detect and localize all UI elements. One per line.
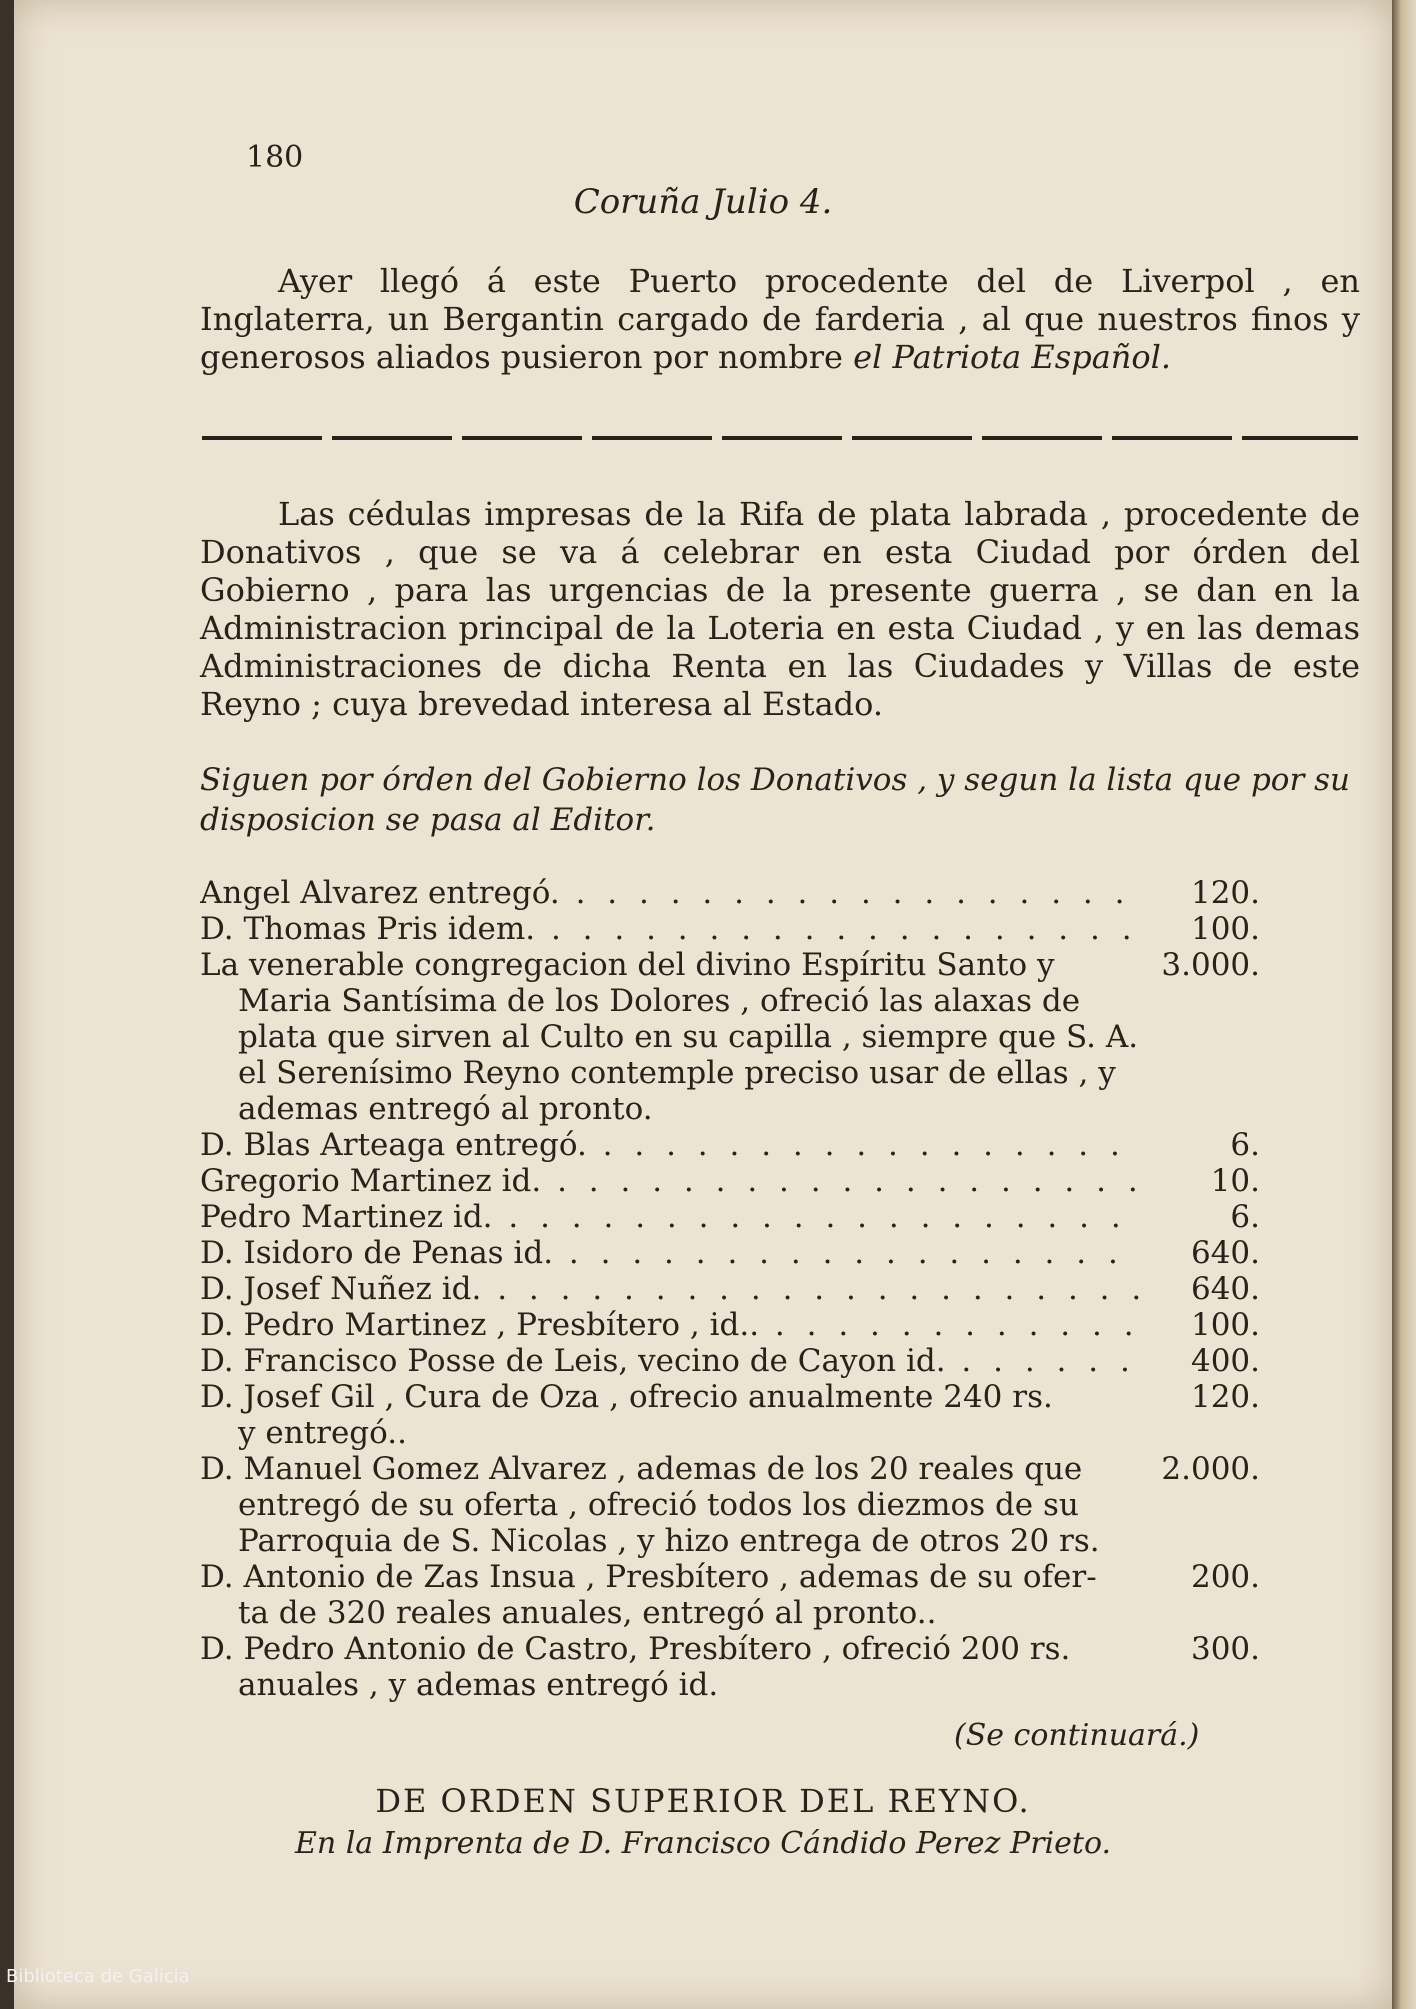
donation-text xyxy=(200,947,1140,1127)
donation-text xyxy=(200,1307,1140,1343)
imprint-printer: En la Imprenta de D. Francisco Cándido Perez Prieto. xyxy=(294,1826,1112,1861)
donation-row xyxy=(200,1379,1260,1451)
donor-line: Angel Alvarez entregó. . . . xyxy=(200,875,1140,911)
donation-amount: 6. xyxy=(1230,1199,1260,1235)
donation-text xyxy=(200,911,1140,947)
donation-text xyxy=(200,1379,1140,1451)
donation-row xyxy=(200,1559,1260,1631)
document-page xyxy=(14,0,1392,2009)
donation-amount: 120. xyxy=(1190,1379,1260,1415)
donation-row xyxy=(200,1631,1260,1703)
donor-continuation: entregó de su oferta , ofreció todos los diezmos de su Parroquia de S. Nicolas , y hizo entrega de otros 20 rs. xyxy=(238,1487,1100,1559)
donation-text xyxy=(200,1127,1140,1163)
donor-line: Gregorio Martinez id. . . . xyxy=(200,1163,1140,1199)
donation-row xyxy=(200,1199,1260,1235)
dateline: Coruña Julio 4. xyxy=(573,182,833,222)
donation-amount: 200. xyxy=(1190,1559,1260,1595)
donation-text xyxy=(200,1559,1140,1631)
donation-amount: 640. xyxy=(1190,1271,1260,1307)
donor-line: D. Manuel Gomez Alvarez , ademas de los 20 reales que xyxy=(200,1451,1083,1487)
donation-amount: 400. xyxy=(1190,1343,1260,1379)
donor-continuation: Maria Santísima de los Dolores , ofreció las alaxas de plata que sirven al Culto en su capilla , siempre que S. A. el Serenísimo Reyno contemple preciso usar de ellas , y ademas entregó al pronto. xyxy=(238,983,1139,1127)
donation-text xyxy=(200,1631,1140,1703)
donation-row xyxy=(200,1235,1260,1271)
imprint-order: DE ORDEN SUPERIOR DEL REYNO. xyxy=(375,1782,1031,1820)
donation-amount: 120. xyxy=(1190,875,1260,911)
donation-row xyxy=(200,1343,1260,1379)
donation-text xyxy=(200,875,1140,911)
donor-line: D. Josef Gil , Cura de Oza , ofrecio anualmente 240 rs. xyxy=(200,1379,1053,1415)
donor-line: D. Thomas Pris idem. . . . xyxy=(200,911,1140,947)
donation-row xyxy=(200,1271,1260,1307)
donation-text xyxy=(200,1451,1140,1559)
donation-row xyxy=(200,1451,1260,1559)
donor-line: D. Antonio de Zas Insua , Presbítero , ademas de su ofer- xyxy=(200,1559,1097,1595)
donor-continuation: anuales , y ademas entregó id. xyxy=(238,1667,719,1703)
donation-amount: 3.000. xyxy=(1161,947,1260,983)
donation-text xyxy=(200,1163,1140,1199)
donation-amount: 2.000. xyxy=(1161,1451,1260,1487)
donation-amount: 300. xyxy=(1190,1631,1260,1667)
ship-name: el Patriota Español. xyxy=(853,338,1172,376)
donor-line: D. Francisco Posse de Leis, vecino de Cayon id. . . . xyxy=(200,1343,1140,1379)
donation-text xyxy=(200,1343,1140,1379)
news-paragraph xyxy=(200,262,1360,376)
donation-amount: 100. xyxy=(1190,911,1260,947)
donation-amount: 6. xyxy=(1230,1127,1260,1163)
donation-amount: 640. xyxy=(1190,1235,1260,1271)
book-spine-edge xyxy=(1392,0,1416,2009)
donor-continuation: y entregó.. xyxy=(238,1415,407,1451)
donation-amount: 10. xyxy=(1210,1163,1260,1199)
lottery-text: Las cédulas impresas de la Rifa de plata labrada , procedente de Donativos , que se va á celebrar en esta Ciudad por órden del Gobierno , para las urgencias de la presente guerra , se dan en la Administracion principal de la Loteria en esta Ciudad , y en las demas Administraciones de dicha Renta en las Ciudades y Villas de este Reyno ; cuya brevedad interesa al Estado. xyxy=(200,495,1360,723)
donation-row xyxy=(200,875,1260,911)
donation-row xyxy=(200,947,1260,1127)
donor-line: La venerable congregacion del divino Espíritu Santo y xyxy=(200,947,1055,983)
news-text: Ayer llegó á este Puerto procedente del de Liverpol , en Inglaterra, un Bergantin cargado de farderia , al que nuestros finos y generosos aliados pusieron por nombre xyxy=(200,262,1360,376)
continued-note: (Se continuará.) xyxy=(954,1718,1200,1753)
lottery-paragraph xyxy=(200,495,1360,723)
library-watermark: Biblioteca de Galicia xyxy=(6,1966,190,1987)
donor-line: D. Blas Arteaga entregó. . . . xyxy=(200,1127,1140,1163)
donor-line: D. Pedro Martinez , Presbítero , id.. . . . xyxy=(200,1307,1140,1343)
donation-row xyxy=(200,911,1260,947)
donation-row xyxy=(200,1307,1260,1343)
donor-line: Pedro Martinez id. . . . xyxy=(200,1199,1140,1235)
page-number: 180 xyxy=(246,140,304,175)
donations-list xyxy=(200,875,1260,1703)
donor-line: D. Josef Nuñez id. . . . xyxy=(200,1271,1140,1307)
donor-line: D. Isidoro de Penas id. . . . xyxy=(200,1235,1140,1271)
donations-intro: Siguen por órden del Gobierno los Donativos , y segun la lista que por su disposicion se pasa al Editor. xyxy=(200,762,1351,838)
donor-line: D. Pedro Antonio de Castro, Presbítero , ofreció 200 rs. xyxy=(200,1631,1071,1667)
donation-amount: 100. xyxy=(1190,1307,1260,1343)
donation-row xyxy=(200,1127,1260,1163)
donor-continuation: ta de 320 reales anuales, entregó al pronto.. xyxy=(238,1595,937,1631)
donation-text xyxy=(200,1235,1140,1271)
section-divider xyxy=(202,436,1358,440)
donation-text xyxy=(200,1199,1140,1235)
donation-text xyxy=(200,1271,1140,1307)
donation-row xyxy=(200,1163,1260,1199)
